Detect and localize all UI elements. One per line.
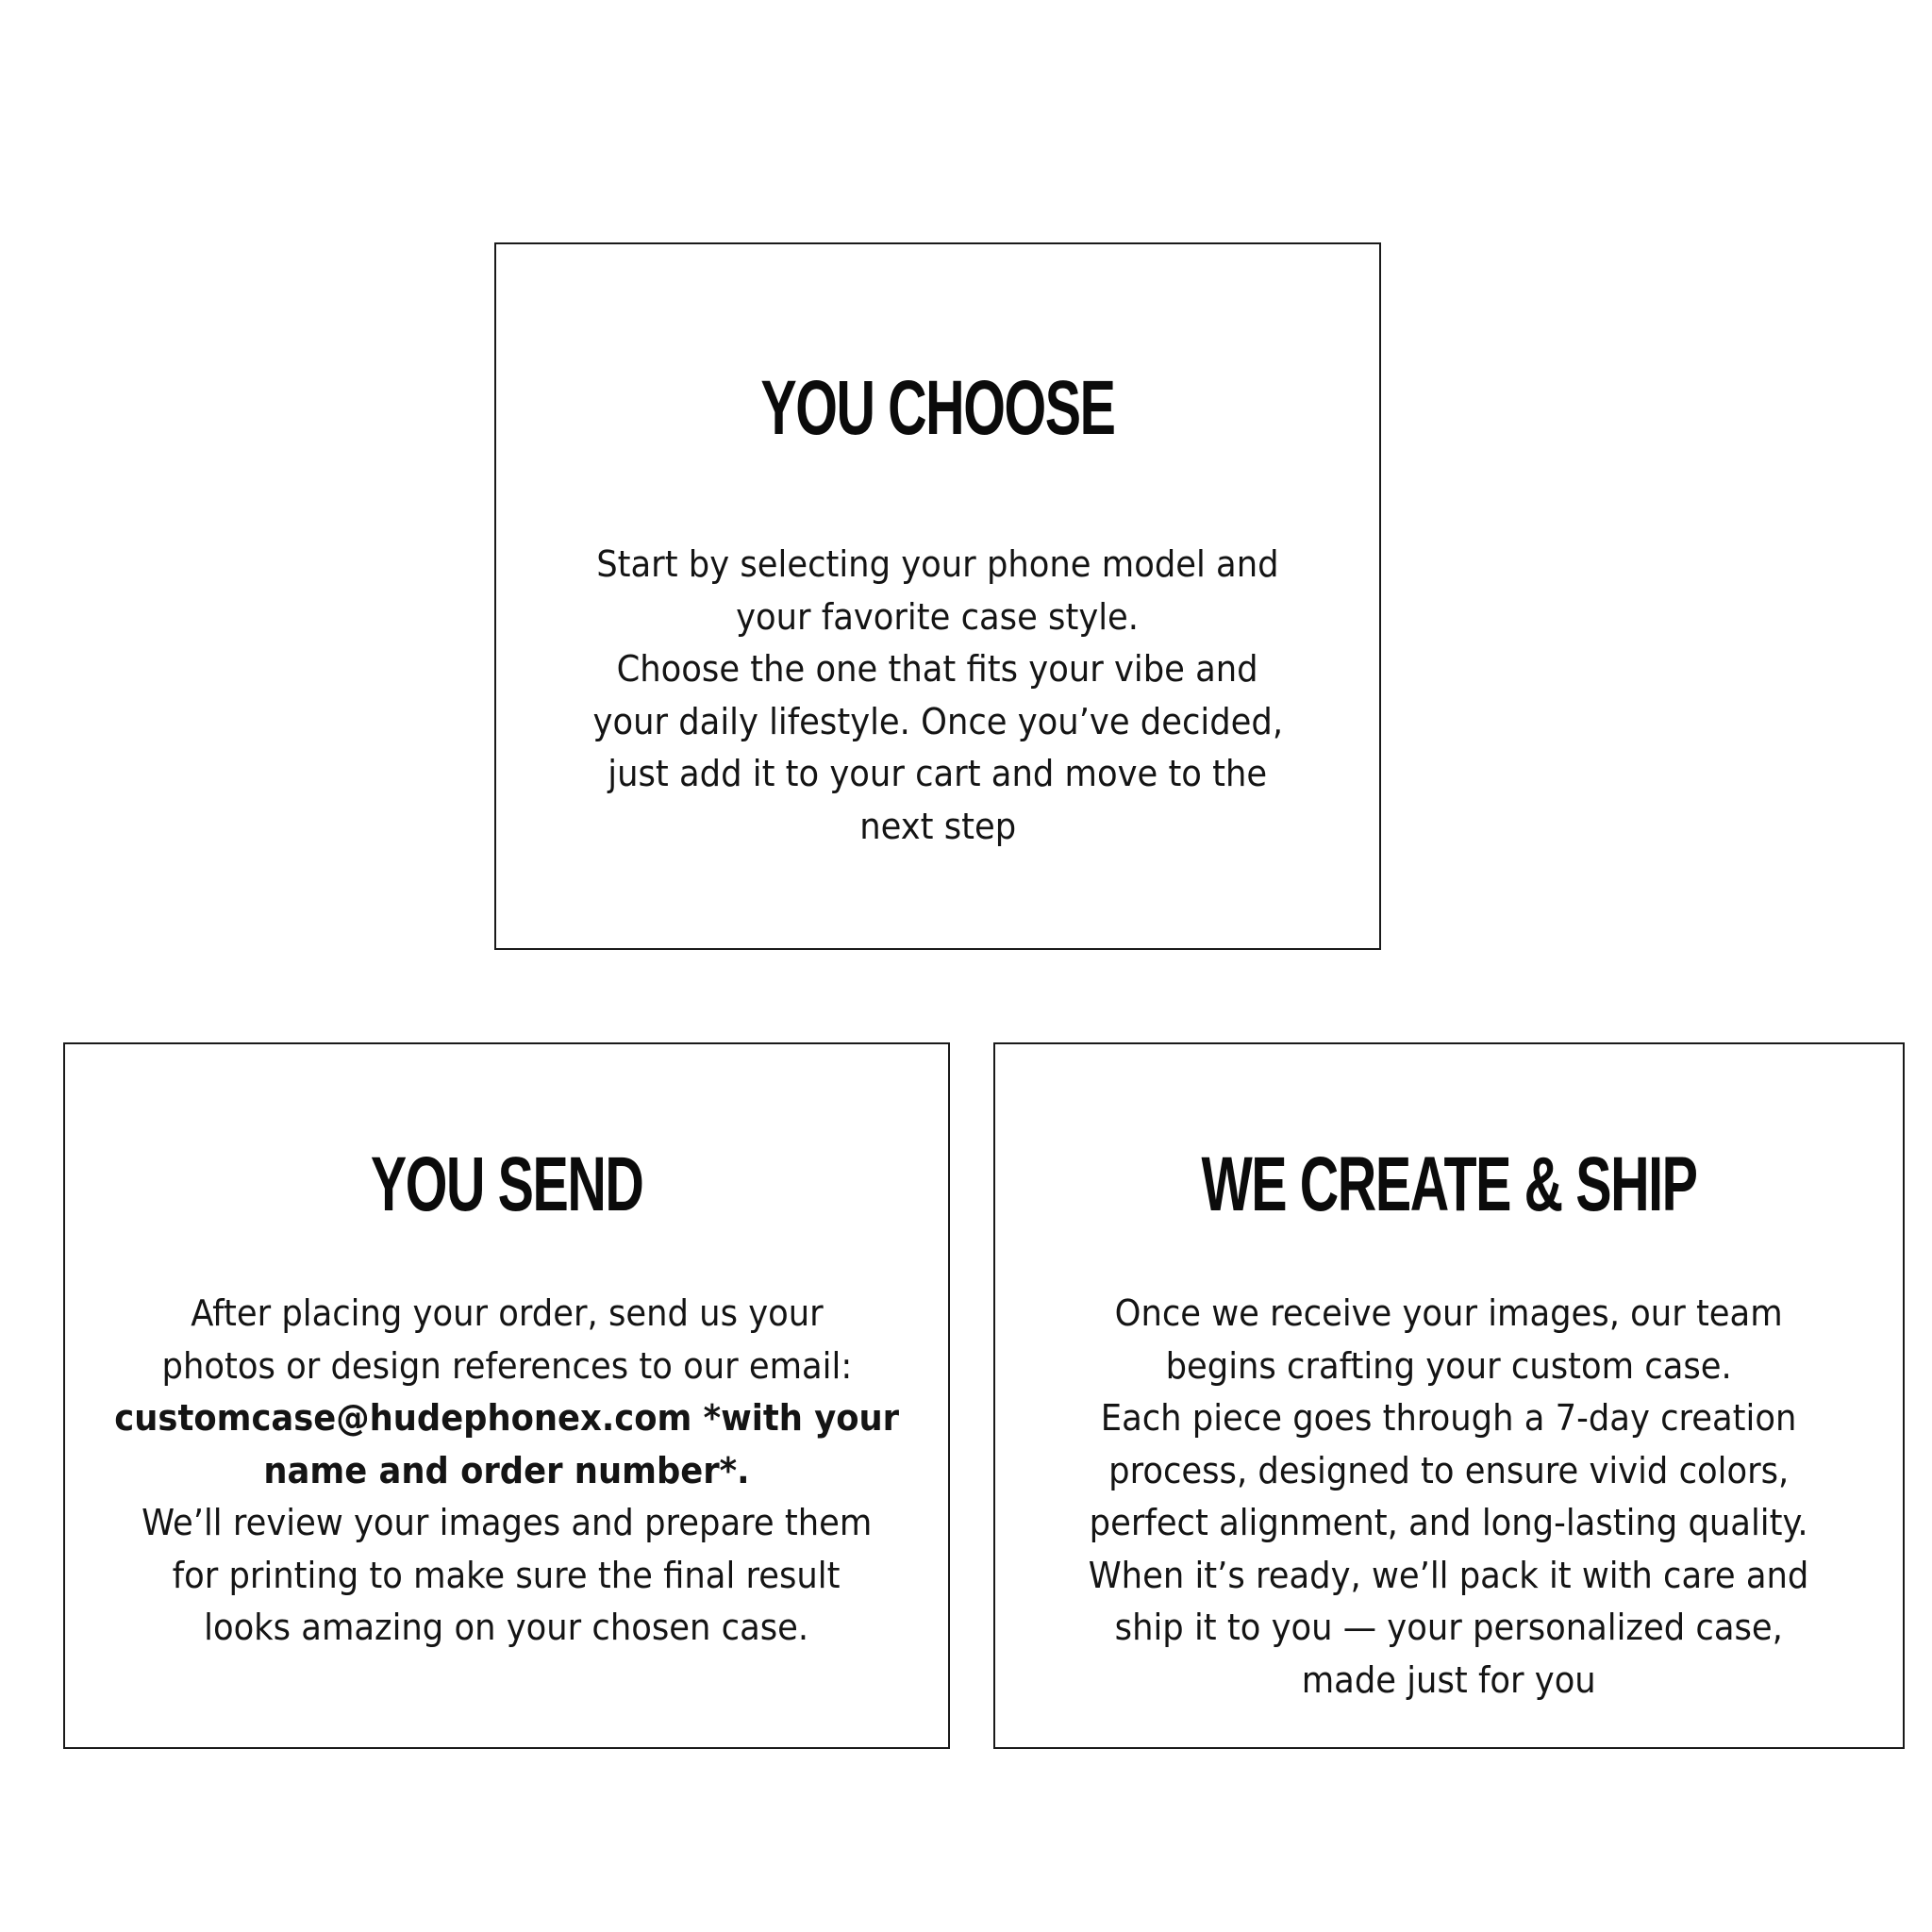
card-body-you-send: [65, 1288, 948, 1655]
body-line: process, designed to ensure vivid colors,: [1108, 1449, 1790, 1491]
card-you-send: [63, 1042, 950, 1749]
body-line: After placing your order, send us your: [190, 1292, 824, 1334]
body-line: ship it to you — your personalized case,: [1114, 1607, 1784, 1648]
card-we-create-ship: [993, 1042, 1905, 1749]
body-line: next step: [859, 805, 1016, 847]
body-line: Start by selecting your phone model and: [596, 543, 1279, 585]
body-line: your daily lifestyle. Once you’ve decided,: [592, 700, 1283, 742]
card-title-we-create-ship: [995, 1141, 1903, 1227]
card-title-text: WE CREATE & SHIP: [1201, 1141, 1697, 1227]
card-title-text: YOU CHOOSE: [760, 365, 1115, 451]
card-title-you-send: [65, 1141, 948, 1227]
email-instruction-line: customcase@hudephonex.com *with your: [114, 1397, 899, 1439]
body-line: for printing to make sure the final result: [173, 1554, 841, 1596]
card-title-you-choose: [496, 365, 1379, 451]
body-line: photos or design references to our email:: [161, 1344, 852, 1387]
body-line: begins crafting your custom case.: [1165, 1344, 1733, 1387]
card-body-we-create-ship: [995, 1288, 1903, 1707]
body-line: looks amazing on your chosen case.: [204, 1607, 809, 1648]
body-line: just add it to your cart and move to the: [608, 753, 1268, 794]
email-instruction-line: name and order number*.: [263, 1449, 750, 1491]
card-you-choose: [494, 242, 1381, 950]
body-line: We’ll review your images and prepare them: [141, 1502, 873, 1543]
body-line: perfect alignment, and long-lasting quality.: [1090, 1502, 1808, 1543]
body-line: Choose the one that fits your vibe and: [616, 648, 1259, 690]
card-body-you-choose: [496, 539, 1379, 853]
body-line: made just for you: [1302, 1658, 1596, 1701]
body-line: When it’s ready, we’ll pack it with care and: [1089, 1554, 1809, 1596]
card-title-text: YOU SEND: [370, 1141, 643, 1227]
body-line: your favorite case style.: [736, 595, 1140, 638]
body-line: Once we receive your images, our team: [1115, 1292, 1783, 1334]
body-line: Each piece goes through a 7-day creation: [1101, 1397, 1797, 1439]
